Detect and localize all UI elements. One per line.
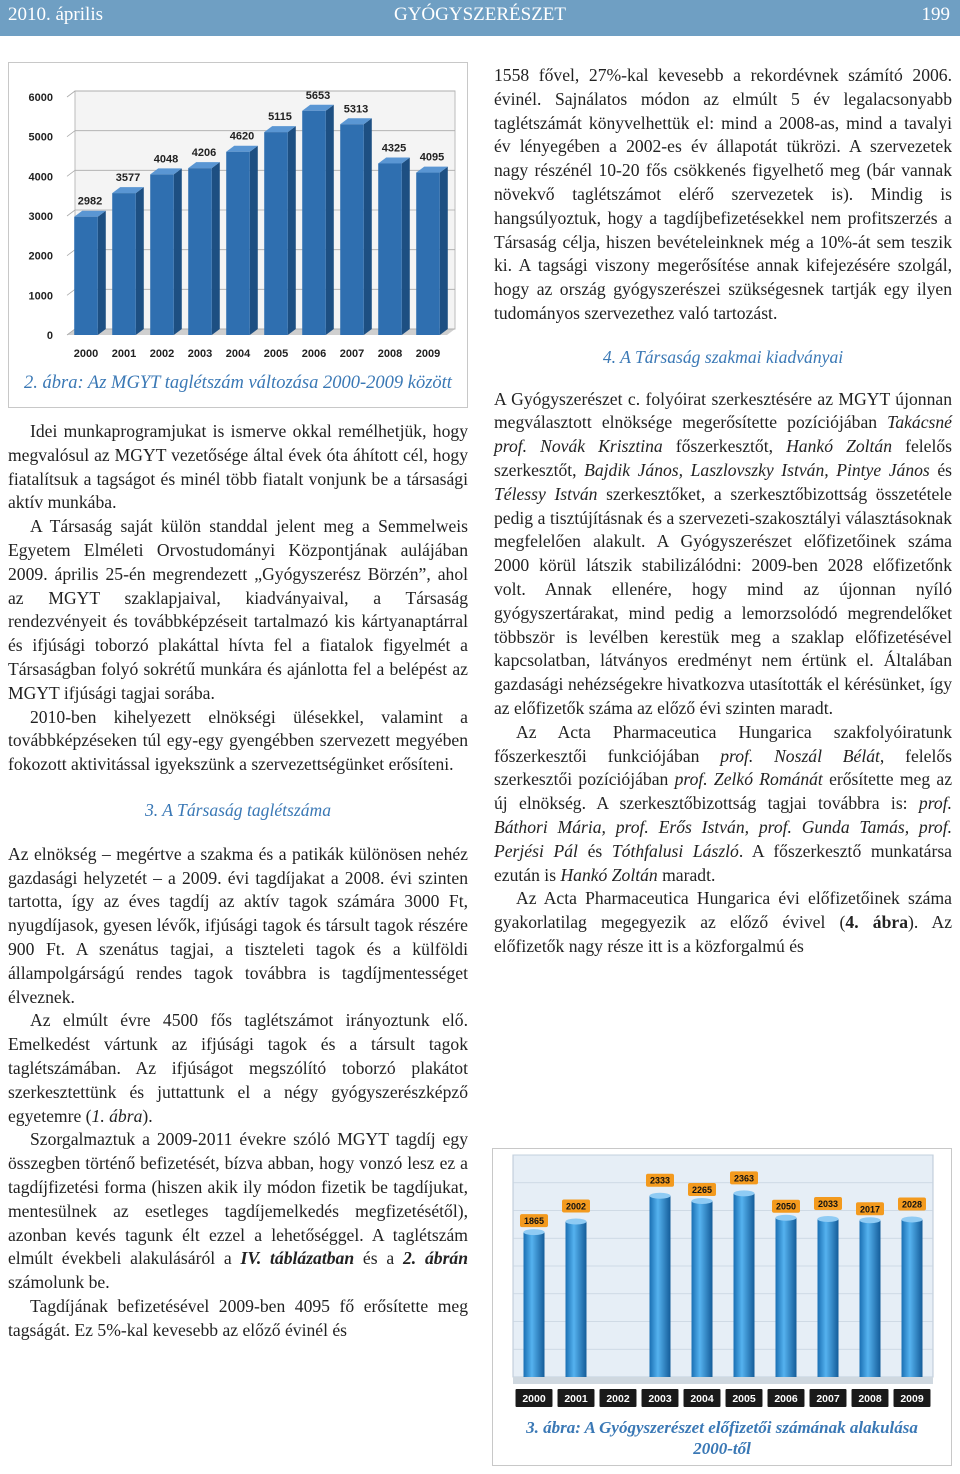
bar-value-label: 3577 bbox=[115, 172, 141, 185]
bar bbox=[860, 1220, 881, 1377]
paragraph: Tagdíjának befizetésével 2009-ben 4095 fő erősítette meg tagságát. Ez 5%-kal kevesebb az előző évinél és bbox=[8, 1295, 468, 1340]
bar-side bbox=[326, 105, 334, 335]
bar-value-label: 4095 bbox=[419, 151, 445, 164]
y-tick-label: 0 bbox=[46, 330, 53, 342]
bar-top bbox=[818, 1216, 839, 1222]
x-tick-label: 2005 bbox=[263, 348, 289, 360]
gridline bbox=[67, 210, 75, 216]
page-header bbox=[0, 0, 960, 36]
bar-value-label: 4325 bbox=[381, 142, 407, 155]
y-tick-label: 2000 bbox=[28, 250, 53, 263]
x-tick-label: 2009 bbox=[415, 348, 441, 360]
paragraph: 1558 fővel, 27%-kal kevesebb a rekordévnek számító 2006. évinél. Sajnálatos módon az elmúlt 5 év legalacsonyabb taglétszámát könyvelhettük el: mind a 2008-as, mind a tavalyi év lényegében a 2002-es év állapotát tükrözi. A szervezetek nagy részénél 10-20 fős csökkenés figyelhető meg (bár vannak növekvő taglétszámot elérő szervezetek is). Mindig is hangsúlyoztuk, hogy a tagdíjbefizetésekkel nem profitszerzés a Társaság célja, hiszen bevételeinknek még a 10%-át sem teszik ki. A tagsági viszony megerősítése annak kifejezésére szolgál, hogy az ország gyógyszerészei szükségesnek tartják egy ilyen tudományos szervezethez való tartozást. bbox=[494, 65, 952, 323]
bar-top bbox=[524, 1229, 545, 1235]
header-journal: GYÓGYSZERÉSZET bbox=[393, 4, 567, 25]
bar bbox=[566, 1221, 587, 1377]
x-tick-label: 2008 bbox=[858, 1393, 882, 1405]
bar-value-label: 2050 bbox=[775, 1201, 797, 1212]
gridline bbox=[67, 289, 75, 295]
membership-bar-chart bbox=[9, 63, 467, 363]
bar-value-label: 5313 bbox=[343, 103, 369, 116]
bar-side bbox=[174, 168, 182, 335]
bar-top bbox=[902, 1216, 923, 1222]
paragraph: Az elmúlt évre 4500 fős taglétszámot irányoztunk elő. Emelkedést vártunk az ifjúsági tagok és a társult tagok taglétszámában. Az ifjúságot megszólító toborzó plakátot szerkesztettünk és juttattunk el a négy gyógyszerészképző egyetemre (1. ábra). bbox=[8, 1010, 468, 1126]
bar bbox=[776, 1218, 797, 1377]
bar-side bbox=[364, 118, 372, 335]
bar bbox=[150, 174, 174, 335]
x-tick-label: 2000 bbox=[522, 1393, 546, 1405]
figure-reference: 4. ábra bbox=[845, 912, 908, 933]
bar-top bbox=[860, 1217, 881, 1223]
figure-subscribers-chart bbox=[492, 1148, 952, 1466]
x-tick-label: 2001 bbox=[111, 348, 137, 360]
x-tick-label: 2004 bbox=[690, 1393, 714, 1405]
right-column bbox=[494, 64, 952, 959]
bar-side bbox=[136, 187, 144, 335]
bar bbox=[264, 132, 288, 335]
y-tick-label: 4000 bbox=[28, 171, 53, 184]
gridline bbox=[67, 250, 75, 256]
bar-value-label: 2333 bbox=[649, 1175, 671, 1186]
x-tick-label: 2001 bbox=[564, 1393, 588, 1405]
bar-top bbox=[776, 1215, 797, 1221]
bar bbox=[302, 111, 326, 335]
x-tick-label: 2006 bbox=[774, 1393, 798, 1405]
paragraph: Az Acta Pharmaceutica Hungarica évi előfizetőinek száma gyakorlatilag megegyezik az előző évivel (4. ábra). Az előfizetők nagy része itt is a közforgalmú és bbox=[494, 888, 953, 956]
x-tick-label: 2007 bbox=[339, 348, 365, 360]
bar-value-label: 2002 bbox=[565, 1201, 587, 1212]
paragraph: A Gyógyszerészet c. folyóirat szerkesztésére az MGYT újonnan megválasztott elnöksége megerősítette pozíciójában Takácsné prof. Novák Krisztina főszerkesztőt, Hankó Zoltán felelős szerkesztőt, Bajdik János, Laszlovszky István, Pintye János és Télessy István szerkesztőket, a szerkesztőbizottság összetétele pedig a tisztújításnak és a szervezeti-szakosztályi választásoknak megfelelően alakult. A Gyógyszerészet előfizetőinek száma 2000 körül látszik stabilizálódni: 2009-ben 2028 előfizetőnk volt. Annak ellenére, hogy mind az újonnan nyíló gyógyszertárakat, mind pedig a lemorzsolódó megrendelőket többször is levélben kerestük meg a szaklap előfizetésével kapcsolatban, látványos eredményt nem értünk el. Általában gazdasági nehézségekre hivatkozva utasították el kérésünket, így az előfizetők száma az előző évi szinten maradt. bbox=[494, 388, 953, 718]
x-tick-label: 2000 bbox=[73, 348, 99, 360]
bar-side bbox=[440, 167, 448, 335]
bar bbox=[650, 1196, 671, 1377]
section-title: 4. A Társaság szakmai kiadványai bbox=[602, 346, 844, 367]
bar-top bbox=[650, 1193, 671, 1199]
y-tick-label: 6000 bbox=[28, 92, 53, 104]
bar bbox=[188, 168, 212, 335]
bar-value-label: 2017 bbox=[859, 1204, 881, 1215]
paragraph: Szorgalmaztuk a 2009-2011 évekre szóló MGYT tagdíj egy összegben történő befizetését, bízva abban, hogy vonzó lesz ez a tagdíjfizetési forma (hiszen akik ily módon fizetik be tagdíjukat, mentesülnek az esetleges tagdíjemelkedés megfizetésétől), azonban kevés tagunk élt ezzel a lehetőséggel. A taglétszám elmúlt évekbeli alakulásáról a IV. táblázatban és a 2. ábrán számolunk be. bbox=[8, 1129, 468, 1293]
y-tick-label: 5000 bbox=[28, 131, 53, 144]
header-date: 2010. április bbox=[8, 4, 103, 25]
bar-value-label: 2982 bbox=[77, 195, 103, 208]
x-tick-label: 2008 bbox=[377, 348, 403, 360]
bar bbox=[734, 1193, 755, 1377]
paragraph: Az Acta Pharmaceutica Hungarica szakfolyóiratunk főszerkesztői funkciójában prof. Noszál Bélát, felelős szerkesztői pozíciójában prof. Zelkó Románát erősítette meg az új elnökség. A szerkesztőbizottság tagjai továbbra is: prof. Báthori Mária, prof. Erős István, prof. Gunda Tamás, prof. Perjési Pál és Tóthfalusi László. A főszerkesztő munkatársa ezután is Hankó Zoltán maradt. bbox=[494, 721, 952, 885]
chart-floor bbox=[513, 1377, 933, 1384]
bar-top bbox=[692, 1198, 713, 1204]
gridline bbox=[67, 91, 75, 97]
bar-side bbox=[212, 162, 220, 335]
figure-reference: 1. ábra bbox=[91, 1105, 143, 1126]
bar-top bbox=[566, 1218, 587, 1224]
figure-reference: 2. ábrán bbox=[402, 1248, 468, 1269]
bar-value-label: 5653 bbox=[305, 89, 331, 102]
bar bbox=[692, 1201, 713, 1377]
bar-value-label: 5115 bbox=[268, 111, 292, 124]
paragraph: A Társaság saját külön standdal jelent meg a Semmelweis Egyetem Elméleti Orvostudományi Központjának aulájában 2009. április 25-én megrendezett „Gyógyszerész Börzén”, ahol az MGYT szaklapjaival, kiadványaival, a Társaság rendezvényeit és továbbképzéseit tartalmazó kis kártyanaptárral és ifjúsági toborzó plakáttal hívta fel a fiatalok figyelmét a Társaságban folyó sokrétű munkára és ajánlotta fel a belépést az MGYT ifjúsági tagjai sorába. bbox=[8, 516, 468, 703]
bar bbox=[524, 1232, 545, 1377]
left-column bbox=[8, 420, 468, 1342]
bar bbox=[226, 152, 250, 335]
bar bbox=[416, 173, 440, 335]
paragraph: 2010-ben kihelyezett elnökségi ülésekkel, valamint a továbbképzéseken túl egy-egy gyengébben szervezett megyében fokozott aktivitással igyekszünk a szervezettségünket erősíteni. bbox=[8, 706, 468, 775]
bar-side bbox=[288, 126, 296, 335]
bar bbox=[340, 124, 364, 335]
section-title: 3. A Társaság taglétszáma bbox=[144, 799, 332, 820]
bar-side bbox=[402, 157, 410, 335]
figure-caption: 3. ábra: A Gyógyszerészet előfizetői számának alakulása 2000-től bbox=[526, 1418, 918, 1458]
subscribers-bar-chart bbox=[493, 1149, 951, 1411]
table-reference: IV. táblázatban bbox=[240, 1248, 355, 1269]
x-tick-label: 2002 bbox=[149, 348, 175, 360]
bar bbox=[902, 1219, 923, 1377]
x-tick-label: 2006 bbox=[301, 348, 327, 360]
bar-value-label: 2028 bbox=[901, 1199, 923, 1210]
bar-top bbox=[734, 1190, 755, 1196]
y-tick-label: 1000 bbox=[28, 290, 53, 303]
bar-value-label: 2265 bbox=[691, 1185, 713, 1196]
bar-value-label: 4620 bbox=[229, 130, 255, 143]
gridline bbox=[67, 131, 75, 137]
paragraph: Idei munkaprogramjukat is ismerve okkal remélhetjük, hogy megvalósul az MGYT vezetősége által évek óta áhított cél, hogy fiatalítsuk a tagságot és minél több fiatalt vonjunk be a társasági aktív munkába. bbox=[8, 421, 468, 513]
bar-value-label: 2363 bbox=[733, 1173, 755, 1184]
x-tick-label: 2003 bbox=[187, 348, 213, 360]
x-tick-label: 2003 bbox=[648, 1393, 672, 1405]
x-tick-label: 2002 bbox=[606, 1393, 630, 1405]
x-tick-label: 2004 bbox=[225, 348, 251, 360]
header-page-number: 199 bbox=[921, 4, 950, 25]
bar-side bbox=[250, 146, 258, 335]
paragraph: Az elnökség – megértve a szakma és a patikák különösen nehéz gazdasági helyzetét – a 2009. évi tagdíjakat a 2008. évi szinten tartotta, így az éves tagdíj az aktív tagok számára 3000 Ft, nyugdíjasok, gyesen lévők, ifjúsági tagok és társult tagok részére 900 Ft. A szenátus tagjai, a tiszteleti tagok és a külföldi állampolgárságú rendes tagok továbbra is tagdíjmentességet élveznek. bbox=[8, 843, 468, 1007]
x-tick-label: 2007 bbox=[816, 1393, 840, 1405]
x-tick-label: 2005 bbox=[732, 1393, 756, 1405]
figure-caption: 2. ábra: Az MGYT taglétszám változása 2000-2009 között bbox=[24, 373, 452, 393]
figure-membership-chart bbox=[8, 62, 468, 408]
bar-value-label: 4048 bbox=[153, 153, 179, 166]
gridline bbox=[67, 170, 75, 176]
bar bbox=[818, 1219, 839, 1377]
bar bbox=[112, 193, 136, 335]
x-tick-label: 2009 bbox=[900, 1393, 924, 1405]
bar-value-label: 4206 bbox=[191, 147, 217, 160]
y-tick-label: 3000 bbox=[28, 211, 53, 223]
bar-value-label: 1865 bbox=[523, 1216, 545, 1227]
bar bbox=[378, 163, 402, 335]
bar bbox=[74, 217, 98, 335]
bar-value-label: 2033 bbox=[817, 1199, 839, 1210]
bar-side bbox=[98, 211, 106, 335]
